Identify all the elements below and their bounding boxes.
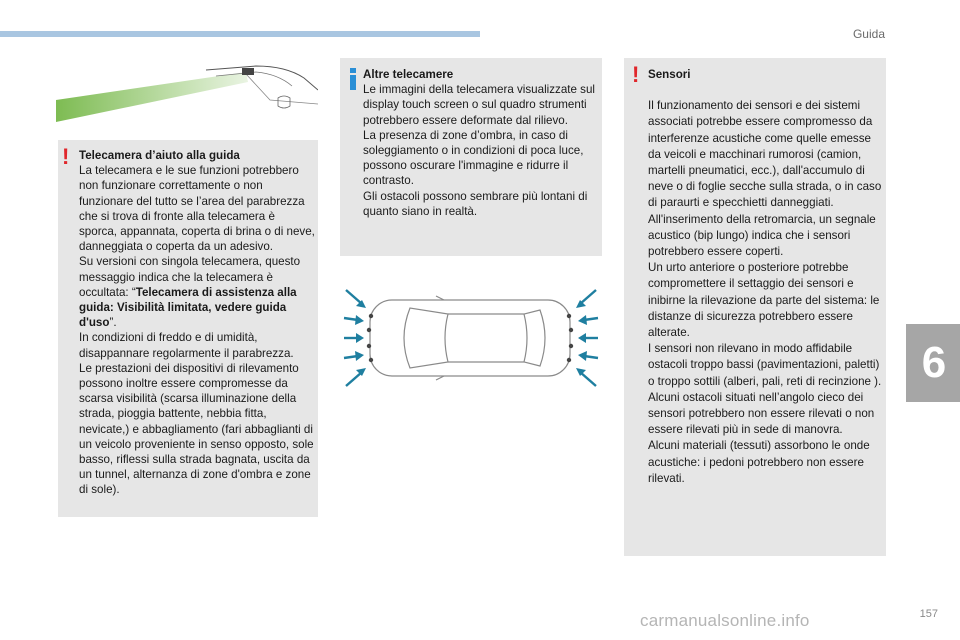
sensors-box-p5: Alcuni ostacoli situati nell’angolo cieco dei sensori potrebbero non essere rilevati o non essere rilevati più in sede di manovra.: [648, 390, 875, 437]
sensors-warning-box: [624, 58, 886, 556]
camera-box-p2: Su versioni con singola telecamera, questo messaggio indica che la telecamera è occultata: “Telecamera di assistenza alla guida: Visibilità limitata, vedere guida d'uso”.: [79, 255, 301, 330]
camera-box-title: Telecamera d’aiuto alla guida: [79, 149, 240, 162]
camera-field-of-view: [56, 72, 248, 122]
sensors-box-p6: Alcuni materiali (tessuti) assorbono le onde acustiche: i pedoni potrebbero non essere rilevati.: [648, 439, 870, 485]
parking-sensors-illustration: [340, 284, 602, 392]
sensors-box-p1: Il funzionamento dei sensori e dei sistemi associati potrebbe essere compromesso da interferenze acustiche come quelle emesse da veicoli e macchinari rumorosi (camion, martelli pneumatici, ecc.), dall'accumulo di neve o di foglie secche sulla strada, o in caso di paraurti e specchietti danneggiati.: [648, 99, 882, 210]
camera-box-p1: La telecamera e le sue funzioni potrebbero non funzionare correttamente o non funzionare del tutto se l’area del parabrezza che si trova di fronte alla telecamera è sporca, appannata, coperta di brina o di neve, danneggiata o coperta da un adesivo.: [79, 164, 315, 254]
sensors-box-p2: All'inserimento della retromarcia, un segnale acustico (bip lungo) indica che i sensori potrebbero essere coperti.: [648, 212, 876, 259]
camera-box-p4: Le prestazioni dei dispositivi di rilevamento possono inoltre essere compromesse da scarsa visibilità (scarsa illuminazione della strada, pioggia battente, nebbia fitta, nevicate,) e abbagliamento (fari abbaglianti di un veicolo proveniente in senso opposto, sole basso, riflessi sulla strada bagnata, uscita da un tunnel, alternanza di zone d'ombra e zone di sole).: [79, 361, 314, 497]
other-box-p1: Le immagini della telecamera visualizzate sul display touch screen o sul quadro strumenti potrebbero essere deformate dal rilievo.: [363, 83, 595, 127]
camera-box-p3: In condizioni di freddo e di umidità, disappannare regolarmente il parabrezza.: [79, 331, 294, 360]
other-box-p3: Gli ostacoli possono sembrare più lontani di quanto siano in realtà.: [363, 189, 588, 218]
section-title: Guida: [852, 27, 885, 41]
watermark: carmanualsonline.info: [640, 611, 810, 630]
windshield-camera-illustration: [56, 60, 318, 126]
other-box-p2: La presenza di zone d’ombra, in caso di soleggiamento o in condizioni di poca luce, possono oscurare l'immagine e ridurre il contrasto.: [363, 128, 584, 188]
car-top-view: [370, 296, 570, 380]
other-box-title: Altre telecamere: [363, 68, 454, 81]
info-icon: [349, 68, 357, 90]
sensors-box-title: Sensori: [648, 68, 691, 81]
camera-icon: [242, 68, 254, 75]
warning-icon: !: [62, 144, 70, 169]
sensors-box-p4: I sensori non rilevano in modo affidabile ostacoli troppo bassi (pavimentazioni, paletti) o troppo sottili (alberi, pali, reti di recinzione ).: [648, 342, 882, 388]
page-number: 157: [919, 608, 938, 620]
header-bar: [0, 31, 480, 37]
chapter-number: 6: [921, 338, 947, 387]
warning-icon: !: [632, 62, 640, 87]
sensors-box-p3: Un urto anteriore o posteriore potrebbe compromettere il settaggio dei sensori e inibirne la rilevazione da parte del sistema: le distanze di sicurezza potrebbero essere alterate.: [648, 261, 880, 340]
camera-warning-box: [58, 140, 318, 517]
other-cameras-info-box: [340, 58, 602, 256]
